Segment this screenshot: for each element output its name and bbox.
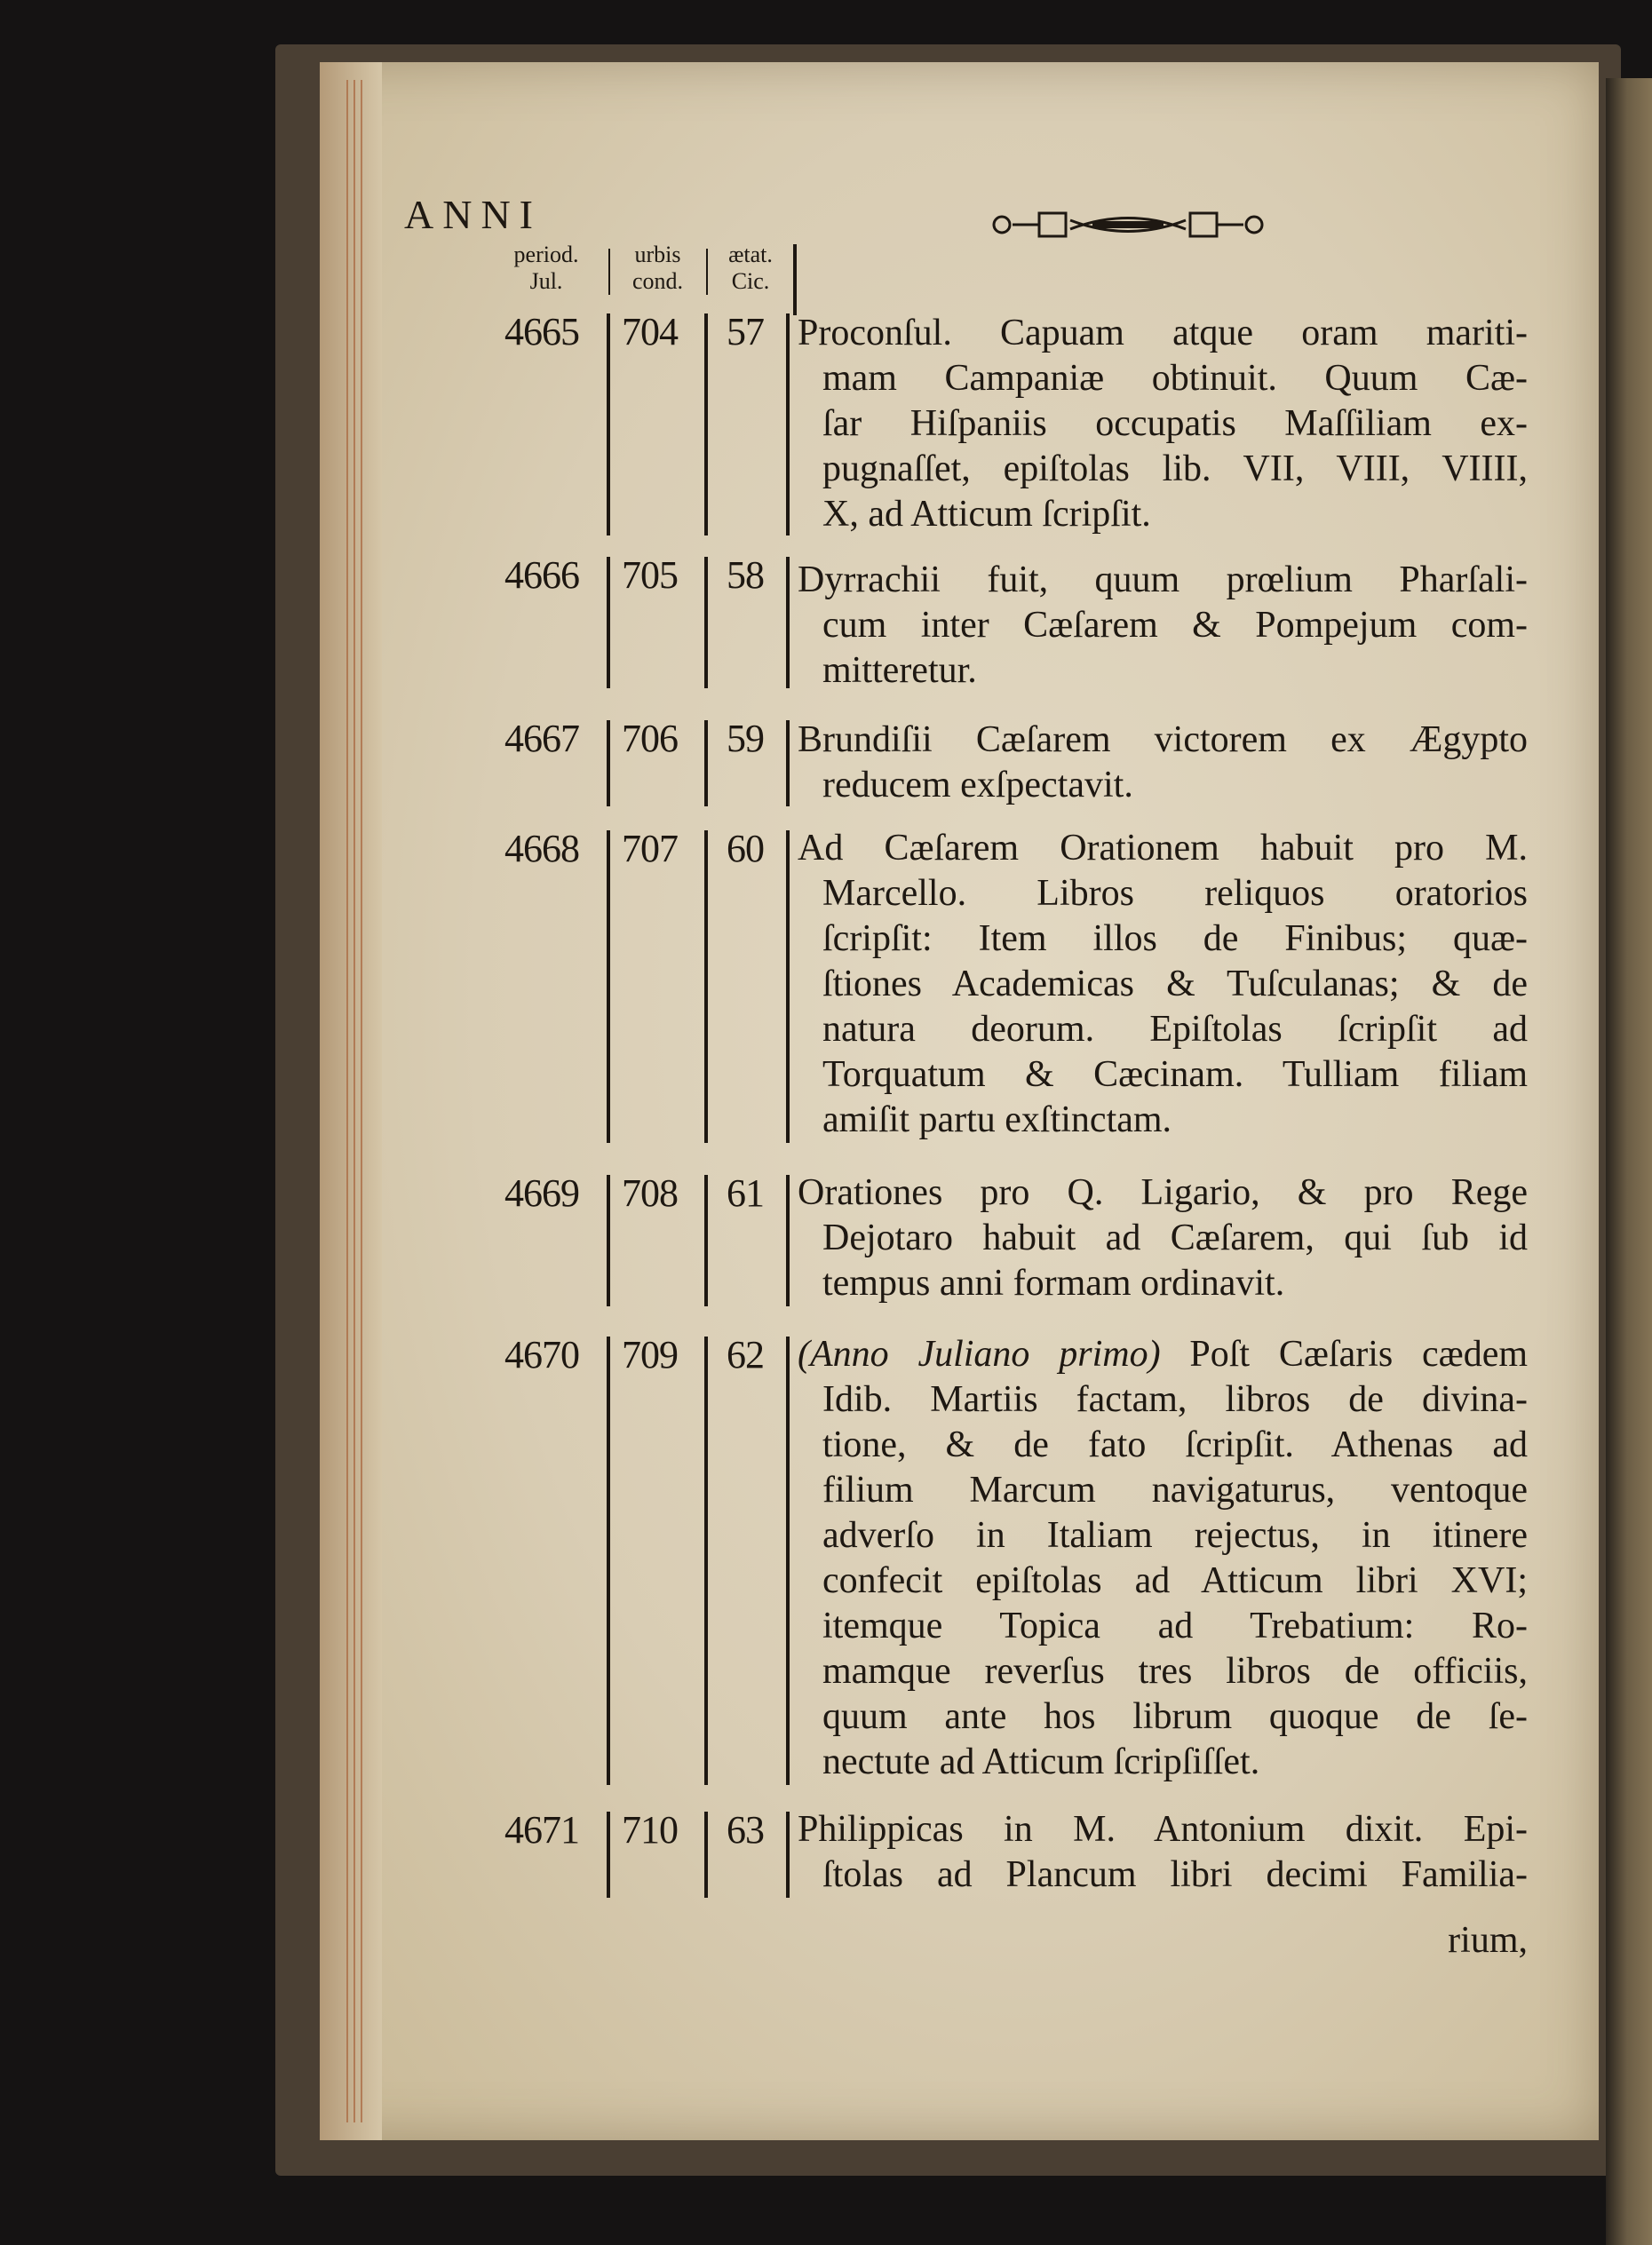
- column-rule: [607, 720, 610, 806]
- column-rule: [786, 720, 790, 806]
- text-line: pugnaſſet, epiſtolas lib. VII, VIII, VIIII,: [822, 448, 1528, 489]
- entry-text: [798, 1807, 1528, 1898]
- text-line: Philippicas in M. Antonium dixit. Epi-: [798, 1809, 1528, 1850]
- text-line: Dyrrachii fuit, quum prœlium Pharſali-: [798, 559, 1528, 600]
- text-line: tempus anni formam ordinavit.: [822, 1263, 1285, 1304]
- period-year: 4671: [504, 1808, 579, 1852]
- facing-page-edge: [1606, 78, 1652, 2245]
- text-line: adverſo in Italiam rejectus, in itinere: [822, 1515, 1528, 1556]
- text-line: Torquatum & Cæcinam. Tulliam filiam: [822, 1054, 1528, 1095]
- urbis-year: 707: [622, 827, 678, 870]
- period-year: 4669: [504, 1171, 579, 1215]
- period-year: 4668: [504, 827, 579, 870]
- aetat-age: 58: [727, 553, 764, 597]
- text-line: mitteretur.: [822, 650, 977, 691]
- column-rule: [704, 830, 708, 1143]
- column-rule: [607, 830, 610, 1143]
- period-year: 4665: [504, 310, 579, 353]
- column-rule: [607, 1175, 610, 1306]
- text-line: nectute ad Atticum ſcripſiſſet.: [822, 1741, 1260, 1782]
- text-line-rest: Poſt Cæſaris cædem: [1160, 1334, 1529, 1375]
- column-rule: [704, 720, 708, 806]
- entry-text: [798, 558, 1528, 694]
- aetat-age: 59: [727, 717, 764, 760]
- text-line: ſtolas ad Plancum libri decimi Familia-: [822, 1854, 1528, 1895]
- aetat-age: 63: [727, 1808, 764, 1852]
- text-line: X, ad Atticum ſcripſit.: [822, 494, 1151, 535]
- column-rule: [607, 557, 610, 688]
- aetat-age: 62: [727, 1333, 764, 1376]
- text-line: mamque reverſus tres libros de officiis,: [822, 1651, 1528, 1692]
- column-rule: [786, 313, 790, 535]
- ornament-headpiece: [986, 202, 1270, 247]
- header-rule: [793, 244, 797, 315]
- italic-prefix: (Anno Juliano primo): [798, 1334, 1161, 1375]
- text-line: Marcello. Libros reliquos oratorios: [822, 873, 1528, 914]
- urbis-year: 704: [622, 310, 678, 353]
- urbis-year: 706: [622, 717, 678, 760]
- text-line: itemque Topica ad Trebatium: Ro-: [822, 1606, 1528, 1646]
- period-year: 4670: [504, 1333, 579, 1376]
- column-rule: [786, 1812, 790, 1898]
- entry-text: [798, 1170, 1528, 1306]
- catchword-block: [798, 1918, 1528, 1963]
- column-rule: [786, 1337, 790, 1785]
- column-rule: [786, 557, 790, 688]
- anni-heading: ANNI: [404, 192, 542, 237]
- text-line: confecit epiſtolas ad Atticum libri XVI;: [822, 1560, 1528, 1601]
- text-line: Idib. Martiis factam, libros de divina-: [822, 1379, 1528, 1420]
- entry-text: [798, 826, 1528, 1143]
- column-rule: [607, 1337, 610, 1785]
- column-rule: [786, 1175, 790, 1306]
- text-line: ſtiones Academicas & Tuſculanas; & de: [822, 964, 1528, 1004]
- text-line: ſcripſit: Item illos de Finibus; quæ-: [822, 918, 1528, 959]
- entry-text: [798, 1332, 1528, 1785]
- text-line: amiſit partu exſtinctam.: [822, 1099, 1172, 1140]
- text-line: Brundiſii Cæſarem victorem ex Ægypto: [798, 719, 1528, 760]
- urbis-year: 709: [622, 1333, 678, 1376]
- entry-text: [798, 718, 1528, 808]
- column-rule: [704, 1175, 708, 1306]
- aetat-age: 60: [727, 827, 764, 870]
- header-rule: [706, 249, 708, 295]
- text-line: [798, 1332, 1528, 1377]
- column-rule: [607, 313, 610, 535]
- col-header-aetat: ætat. Cic.: [728, 242, 773, 294]
- col-header-period: period. Jul.: [513, 242, 579, 294]
- period-year: 4667: [504, 717, 579, 760]
- text-line: cum inter Cæſarem & Pompejum com-: [822, 605, 1528, 646]
- column-rule: [704, 1337, 708, 1785]
- urbis-year: 710: [622, 1808, 678, 1852]
- column-rule: [704, 557, 708, 688]
- text-line: quum ante hos librum quoque de ſe-: [822, 1696, 1528, 1737]
- text-line: Proconſul. Capuam atque oram mariti-: [798, 313, 1528, 353]
- text-line: filium Marcum navigaturus, ventoque: [822, 1470, 1528, 1511]
- text-line: Orationes pro Q. Ligario, & pro Rege: [798, 1172, 1528, 1213]
- text-line: natura deorum. Epiſtolas ſcripſit ad: [822, 1009, 1528, 1050]
- text-line: ſar Hiſpaniis occupatis Maſſiliam ex-: [822, 403, 1528, 444]
- period-year: 4666: [504, 553, 579, 597]
- column-rule: [786, 830, 790, 1143]
- text-line: mam Campaniæ obtinuit. Quum Cæ-: [822, 358, 1528, 399]
- column-rule: [704, 313, 708, 535]
- text-line: tione, & de fato ſcripſit. Athenas ad: [822, 1424, 1528, 1465]
- entry-text: [798, 311, 1528, 537]
- header-rule: [608, 249, 610, 295]
- urbis-year: 705: [622, 553, 678, 597]
- urbis-year: 708: [622, 1171, 678, 1215]
- aetat-age: 57: [727, 310, 764, 353]
- column-rule: [607, 1812, 610, 1898]
- page-gutter: [320, 62, 382, 2140]
- col-header-urbis: urbis cond.: [631, 242, 684, 294]
- text-line: Dejotaro habuit ad Cæſarem, qui ſub id: [822, 1218, 1528, 1258]
- text-line: reducem exſpectavit.: [822, 765, 1133, 805]
- catchword: rium,: [1448, 1920, 1528, 1961]
- text-line: Ad Cæſarem Orationem habuit pro M.: [798, 828, 1528, 869]
- column-rule: [704, 1812, 708, 1898]
- aetat-age: 61: [727, 1171, 764, 1215]
